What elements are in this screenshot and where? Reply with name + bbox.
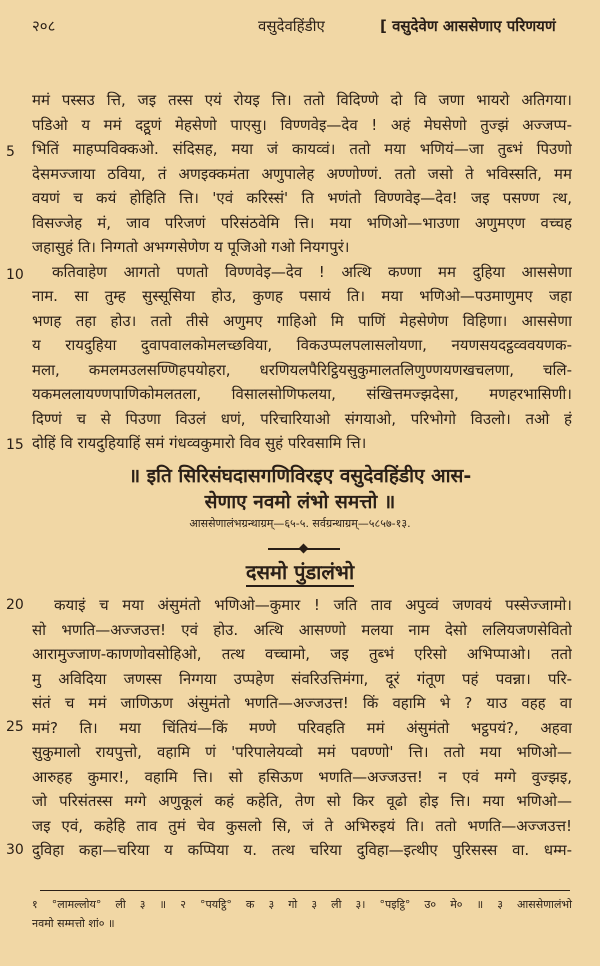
text-line: सुकुमालो रायपुत्तो, वहामि णं 'परिपालेयव्वो ममं पवण्णो' त्ति। ततो मया भणिओ— — [32, 743, 572, 761]
text-line: विसज्जेह मं, जाव परिजणं परिसंठवेमि त्ति। मया भणिओ—भाउणा अणुमएण वच्चह — [32, 213, 572, 232]
footnote-line-1: १ °लामल्लोय° ली ३ ॥ २ °पयट्ठि° क ३ गो ३ ली ३। °पइट्ठि° उ० मे० ॥ ३ आससेणालंभो — [32, 898, 572, 911]
page-number: २०८ — [32, 17, 56, 35]
line-number: 25 — [6, 719, 24, 735]
text-line: दोहिं वि रायदुहियाहिं समं गंधव्वकुमारो विव सुहं परिवसामि त्ति। — [32, 434, 367, 452]
text-line: भितिं माहप्पविक्कओ. संदिसह, मया जं कायव्वं। ततो मया भणियं—जा तुब्भं पिउणो — [32, 140, 572, 158]
line-number: 5 — [6, 144, 15, 160]
text-line: कयाइं च मया अंसुमंतो भणिओ—कुमार ! जति ताव अपुव्वं जणवयं पस्सेज्जामो। — [54, 596, 572, 614]
text-line: पडिओ य ममं दट्ठूणं मेहसेणो पाएसु। विण्णवेइ—देव ! अहं मेघसेणो तुज्झं अज्जप्प- — [32, 115, 572, 134]
chapter-heading — [0, 558, 600, 585]
line-number: 15 — [6, 437, 24, 453]
chapter-heading-text: दसमो पुंडालंभो — [246, 560, 354, 587]
text-line: कतिवाहेण आगतो पणतो विण्णवेइ—देव ! अत्थि कण्णा मम दुहिया आससेणा — [52, 262, 572, 281]
text-line: दिण्णं च से पिउणा विउलं धणं, परिचारियाओ संगयाओ, परिभोगो विउलो। तओ हं — [32, 409, 572, 428]
grantha-count: आससेणालंभग्रन्थाग्रम्—६५-५. सर्वग्रन्थाग्रम्—५८५७-१३. — [189, 517, 411, 530]
text-line: आरामुज्जाण-काणणोवसोहिओ, तत्थ वच्चामो, जइ तुब्भं एरिसो अभिप्पाओ। ततो — [32, 645, 572, 663]
text-line: भणह तहा होउ। ततो तीसे अणुमए गाहिओ मि पाणिं मेहसेणेण विहिणा। आससेणा — [32, 311, 572, 330]
line-number: 20 — [6, 597, 24, 613]
text-line: जो परिसंतस्स मग्गे अणुकूलं कहं कहेति, तेण सो किर वूढो होइ त्ति। मया भणिओ— — [32, 792, 572, 810]
text-line: सो भणति—अज्जउत्त! एवं होउ. अत्थि आसण्णो मलया नाम देसो ललियजणसेवितो — [32, 620, 572, 639]
text-line: आरुहह कुमार!, वहामि त्ति। सो हसिऊण भणति—अज्जउत्त! न एवं मग्गे वुज्झइ, — [32, 767, 572, 786]
line-number: 30 — [6, 842, 24, 858]
text-line: यकमललायण्णपाणिकोमलतला, विसालसोणिफलया, संखित्तमज्झदेसा, मणहरभासिणी। — [32, 385, 572, 403]
text-line: मला, कमलमउलसण्णिहपयोहरा, धरणियलपैरिट्ठियसुकुमालतलिणुण्णयणखचलणा, चलि- — [32, 360, 572, 379]
text-line: नाम. सा तुम्ह सुस्सूसिया होउ, कुणह पसायं ति। मया भणिओ—पउमाणुमए जहा — [32, 287, 572, 305]
text-line: वयणं च कयं होहिति त्ति। 'एवं करिस्सं' ति भणंतो विण्णवेइ—देव! जइ पसण्ण त्थ, — [32, 189, 572, 207]
line-number: 10 — [6, 267, 24, 283]
colophon-line-1: ॥ इति सिरिसंघदासगणिविरइए वसुदेवहिंडीए आस- — [128, 465, 472, 487]
text-line: य रायदुहिया दुवापवालकोमलच्छविया, विकउप्पलपलासलोयणा, नयणसयदट्ठव्ववयणक- — [32, 336, 572, 354]
text-line: ममं? ति। मया चिंतियं—किं मण्णे परिवहति ममं अंसुमंतो भट्ठपयं?, अहवा — [32, 718, 572, 737]
section-title: [ वसुदेवेण आससेणाए परिणयणं — [380, 17, 556, 35]
text-line: जहासुहं ति। निग्गतो अभग्गसेणेण य पूजिओ गओ नियगपुरं। — [32, 238, 350, 256]
text-line: देसमज्जाया ठविया, तं अणइक्कमंता अणुपालेह अण्णोण्णं. ततो जसो ते भविस्सति, मम — [32, 164, 572, 183]
text-line: ममं पस्सउ त्ति, जइ तस्स एयं रोयइ त्ति। ततो विदिण्णे दो वि जणा भायरो अतिगया। — [32, 91, 572, 109]
running-title: वसुदेवहिंडीए — [258, 17, 325, 35]
footnote-line-2: नवमो सम्मत्तो शां० ॥ — [32, 917, 115, 930]
text-line: संतं च ममं जाणिऊण अंसुमंतो भणति—अज्जउत्त! किं वहामि भे ? याउ वहह वा — [32, 694, 572, 712]
text-line: दुविहा कहा—चरिया य कप्पिया य. तत्थ चरिया दुविहा—इत्थीए पुरिसस्स वा. धम्म- — [32, 841, 572, 859]
text-line: जइ एवं, कहेहि ताव तुमं चेव कुसलो सि, जं ते अभिरुइयं ति। ततो भणति—अज्जउत्त! — [32, 816, 572, 835]
text-line: मु अविदिया जणस्स निग्गया उप्पहेण संवरिउत्तिमंगा, दूरं गंतूण पहं पवन्ना। परि- — [32, 669, 572, 688]
colophon-line-2: सेणाए नवमो लंभो समत्तो ॥ — [204, 491, 396, 513]
footnote-rule — [40, 890, 570, 891]
ornament-divider — [268, 548, 340, 550]
